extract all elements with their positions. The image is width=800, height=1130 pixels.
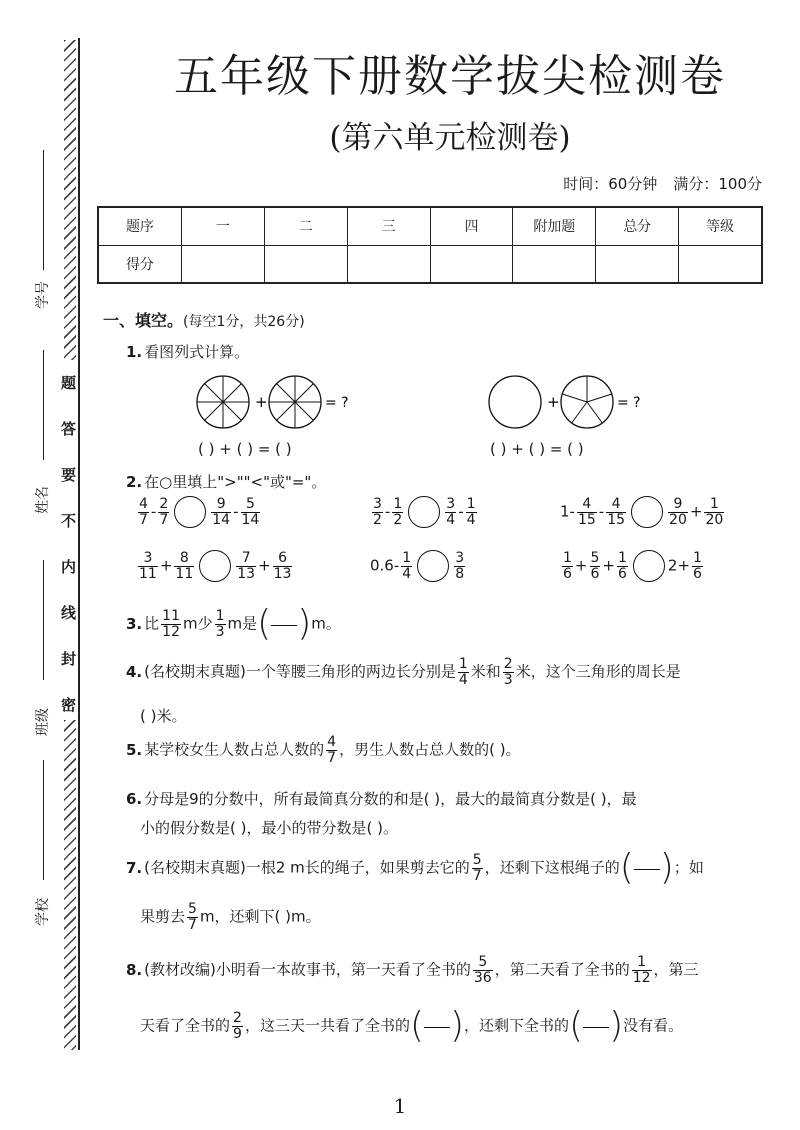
question-number: 7. <box>126 858 143 877</box>
compare-item: $\frac{4}{7}$ - $\frac{2}{7}$ $\frac{9}{14}$ - $\frac{5}{14}$ <box>139 495 260 528</box>
question-number: 5. <box>126 740 143 759</box>
score-blank[interactable] <box>513 245 596 283</box>
fraction: $\frac{1}{6}$ <box>563 549 572 582</box>
fraction: $\frac{2}{3}$ <box>503 656 513 688</box>
table-cell: 得分 <box>98 245 181 283</box>
question-3: 3. 比 $\frac{11}{12}$ m少 $\frac{1}{3}$ m是( )m。 <box>126 603 341 644</box>
fraction-answer-blank[interactable]: ( ) <box>257 603 312 644</box>
fraction: $\frac{1}{4}$ <box>458 656 468 688</box>
score-blank[interactable] <box>596 245 679 283</box>
q1-figure-right <box>487 372 667 432</box>
q1-answer-right[interactable]: ( ) + ( ) = ( ) <box>490 440 584 458</box>
q8-line2: 天看了全书的 $\frac{2}{9}$ ，这三天一共看了全书的( )，还剩下全书的( )没有看。 <box>140 1005 684 1046</box>
compare-item: 1- $\frac{4}{15}$ - $\frac{4}{15}$ $\frac{9}{20}$ + $\frac{1}{20}$ <box>560 495 724 528</box>
table-cell: 二 <box>264 207 347 245</box>
full-score-label: 满分：100分 <box>673 175 762 193</box>
score-blank[interactable] <box>679 245 762 283</box>
equals-question: = ? <box>617 395 641 411</box>
circle-whole <box>489 376 541 428</box>
page-title: 五年级下册数学拔尖检测卷 <box>174 51 726 102</box>
fraction: $\frac{9}{14}$ <box>212 495 231 528</box>
fraction: $\frac{4}{15}$ <box>607 495 626 528</box>
circle-fifths <box>561 376 613 428</box>
question-number: 8. <box>126 960 143 979</box>
fraction: $\frac{1}{20}$ <box>705 495 724 528</box>
seal-char: 不 <box>61 512 77 530</box>
question-5: 5. 某学校女生人数占总人数的 $\frac{4}{7}$ ，男生人数占总人数的( )。 <box>126 734 521 766</box>
fraction: $\frac{7}{13}$ <box>237 549 256 582</box>
fraction: $\frac{1}{2}$ <box>393 495 403 528</box>
question-6: 6. 分母是9的分数中，所有最简真分数的和是( )，最大的最简真分数是( )，最 <box>126 790 637 808</box>
question-text: 看图列式计算。 <box>144 343 250 361</box>
circle-eighths-1 <box>197 376 249 428</box>
table-cell: 总分 <box>596 207 679 245</box>
q1-answer-left[interactable]: ( ) + ( ) = ( ) <box>198 440 292 458</box>
fraction: $\frac{5}{36}$ <box>473 954 492 986</box>
question-number: 4. <box>126 662 143 681</box>
fraction: $\frac{5}{7}$ <box>472 851 482 884</box>
fraction: $\frac{5}{6}$ <box>590 549 600 582</box>
compare-circle[interactable] <box>199 550 231 582</box>
question-number: 3. <box>126 614 143 633</box>
circle-eighths-2 <box>269 376 321 428</box>
school-line <box>43 760 44 880</box>
fraction: $\frac{1}{12}$ <box>632 954 651 986</box>
fraction: $\frac{8}{11}$ <box>175 549 194 582</box>
question-text: 在○里填上">""<"或"="。 <box>144 473 327 491</box>
seal-char: 封 <box>61 650 77 668</box>
time-label: 时间：60分钟 <box>563 175 658 193</box>
q4-line2[interactable]: ( )米。 <box>140 707 187 725</box>
hatch-strip <box>64 720 76 1050</box>
section-title: 一、填空。 <box>103 311 184 330</box>
school-label: 学校 <box>35 898 51 926</box>
fraction: $\frac{1}{3}$ <box>215 607 225 640</box>
table-cell: 四 <box>430 207 513 245</box>
question-number: 2. <box>126 473 143 491</box>
seal-char: 答 <box>61 420 77 438</box>
fraction: $\frac{5}{7}$ <box>188 901 197 933</box>
question-4: 4. (名校期末真题)一个等腰三角形的两边长分别是 $\frac{1}{4}$ 米和 $\frac{2}{3}$ 米，这个三角形的周长是 <box>126 656 681 688</box>
question-1 <box>126 341 249 362</box>
section-heading <box>103 308 305 331</box>
question-8: 8. (教材改编)小明看一本故事书，第一天看了全书的 $\frac{5}{36}$ ，第二天看了全书的 $\frac{1}{12}$ ，第三 <box>126 954 699 986</box>
fraction: $\frac{3}{8}$ <box>455 549 465 582</box>
hatch-strip <box>64 40 76 360</box>
fraction-answer-blank[interactable]: ( ) <box>619 847 674 888</box>
table-cell: 等级 <box>679 207 762 245</box>
table-cell: 附加题 <box>513 207 596 245</box>
exam-info <box>563 173 762 194</box>
fraction: $\frac{2}{9}$ <box>233 1009 242 1042</box>
fraction: $\frac{1}{6}$ <box>618 549 627 582</box>
fraction: $\frac{4}{7}$ <box>139 495 148 528</box>
binding-rule <box>78 38 80 1050</box>
student-id-line <box>43 150 44 270</box>
fraction: $\frac{3}{11}$ <box>139 549 157 582</box>
fraction: $\frac{4}{7}$ <box>327 734 337 766</box>
table-cell: 题序 <box>98 207 181 245</box>
q6-line2[interactable]: 小的假分数是( )，最小的带分数是( )。 <box>140 819 398 837</box>
compare-item: $\frac{1}{6}$ + $\frac{5}{6}$ + $\frac{1}{6}$ 2+ $\frac{1}{6}$ <box>563 549 702 582</box>
compare-circle[interactable] <box>631 496 663 528</box>
score-table <box>97 206 763 284</box>
score-blank[interactable] <box>347 245 430 283</box>
seal-char: 线 <box>61 604 77 622</box>
seal-char: 要 <box>61 466 77 484</box>
name-label: 姓名 <box>35 486 51 514</box>
compare-item: $\frac{3}{2}$ - $\frac{1}{2}$ $\frac{3}{4}$ - $\frac{1}{4}$ <box>373 495 476 528</box>
score-table-header-row <box>98 207 762 245</box>
compare-circle[interactable] <box>174 496 206 528</box>
q1-figure-left <box>195 372 375 432</box>
compare-circle[interactable] <box>633 550 665 582</box>
fraction: $\frac{6}{13}$ <box>273 549 292 582</box>
class-label: 班级 <box>35 708 51 736</box>
table-cell: 一 <box>181 207 264 245</box>
seal-char: 题 <box>61 374 77 392</box>
compare-circle[interactable] <box>417 550 449 582</box>
fraction: $\frac{9}{20}$ <box>669 495 687 528</box>
compare-item: 0.6- $\frac{1}{4}$ $\frac{3}{8}$ <box>370 549 465 582</box>
compare-item: $\frac{3}{11}$ + $\frac{8}{11}$ $\frac{7}{13}$ + $\frac{6}{13}$ <box>139 549 292 582</box>
question-number: 1. <box>126 343 143 361</box>
fraction: $\frac{4}{15}$ <box>577 495 596 528</box>
compare-circle[interactable] <box>408 496 440 528</box>
fraction-answer-blank[interactable]: ( ) <box>569 1005 624 1046</box>
question-number: 6. <box>126 790 143 808</box>
plus-sign: + <box>255 393 268 411</box>
student-id-label: 学号 <box>35 281 51 309</box>
fraction: $\frac{1}{4}$ <box>466 495 476 528</box>
question-2 <box>126 471 326 492</box>
page-number: 1 <box>393 1094 407 1118</box>
fraction: $\frac{3}{4}$ <box>446 495 456 528</box>
class-line <box>43 560 44 680</box>
fraction-answer-blank[interactable]: ( ) <box>409 1005 465 1046</box>
fraction: $\frac{3}{2}$ <box>373 495 382 528</box>
question-7: 7. (名校期末真题)一根2 m长的绳子，如果剪去它的 $\frac{5}{7}$ ，还剩下这根绳子的( )；如 <box>126 847 704 888</box>
seal-char: 内 <box>61 558 77 576</box>
seal-char: 密 <box>61 696 77 714</box>
fraction: $\frac{1}{4}$ <box>402 549 412 582</box>
score-blank[interactable] <box>264 245 347 283</box>
section-note: (每空1分，共26分) <box>183 314 305 330</box>
table-cell: 三 <box>347 207 430 245</box>
fraction: $\frac{2}{7}$ <box>159 495 169 528</box>
page-subtitle: (第六单元检测卷) <box>329 120 571 156</box>
fraction: $\frac{1}{6}$ <box>693 549 702 582</box>
score-table-score-row <box>98 245 762 283</box>
equals-question: = ? <box>325 395 349 411</box>
plus-sign: + <box>547 393 560 411</box>
score-blank[interactable] <box>181 245 264 283</box>
name-line <box>43 350 44 460</box>
fraction: $\frac{5}{14}$ <box>241 495 260 528</box>
fraction: $\frac{11}{12}$ <box>162 607 180 640</box>
q7-line2: 果剪去 $\frac{5}{7}$ m，还剩下( )m。 <box>140 901 321 933</box>
score-blank[interactable] <box>430 245 513 283</box>
